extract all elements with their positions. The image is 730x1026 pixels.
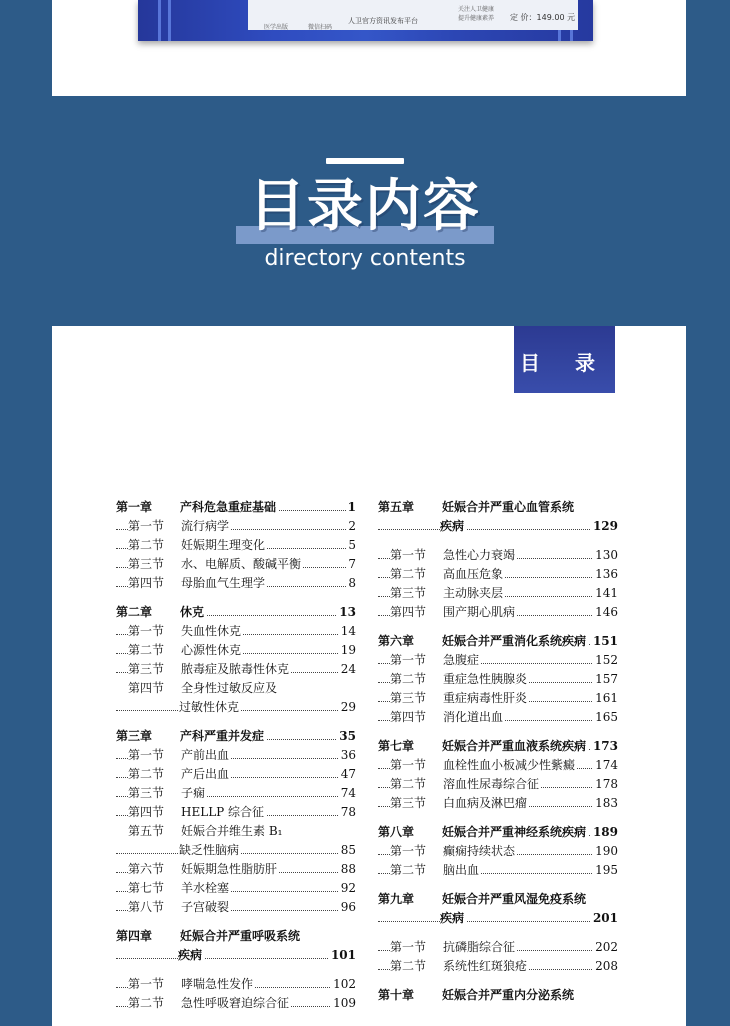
toc-entry-title: 疾病 <box>440 909 466 928</box>
toc-entry-number: 第一节 <box>390 756 443 775</box>
heading-decoration-bar <box>326 158 404 164</box>
toc-entry-title: 全身性过敏反应及 <box>181 679 279 698</box>
toc-section-entry <box>116 517 356 536</box>
toc-page-number: 152 <box>593 651 618 670</box>
toc-page-number: 35 <box>337 727 356 746</box>
toc-entry-title: 产科严重并发症 <box>180 727 266 746</box>
cover-small-text: 微信扫码 <box>308 24 333 31</box>
toc-chapter-entry <box>116 603 356 622</box>
toc-section-entry <box>116 803 356 822</box>
toc-section-entry <box>116 841 356 860</box>
toc-entry-title: 哮喘急性发作 <box>181 975 255 994</box>
toc-entry-number: 第一节 <box>390 842 443 861</box>
toc-section-entry <box>116 698 356 717</box>
toc-page-number: 78 <box>339 803 356 822</box>
toc-chapter-entry <box>378 890 618 909</box>
toc-entry-number: 第六章 <box>378 632 442 651</box>
cover-stripe <box>168 0 171 41</box>
toc-entry-number: 第七章 <box>378 737 442 756</box>
toc-page-number: 202 <box>593 938 618 957</box>
toc-page-number: 13 <box>337 603 356 622</box>
toc-entry-number: 第二节 <box>390 957 443 976</box>
toc-entry-number: 第二章 <box>116 603 180 622</box>
toc-entry-number: 第一节 <box>128 622 181 641</box>
toc-entry-number: 第二节 <box>128 536 181 555</box>
toc-entry-title: 疾病 <box>178 946 204 965</box>
toc-page-number: 141 <box>593 584 618 603</box>
toc-page-number: 165 <box>593 708 618 727</box>
toc-spacer <box>378 622 618 632</box>
toc-section-entry <box>378 584 618 603</box>
toc-page-number: 146 <box>593 603 618 622</box>
toc-chapter-entry <box>378 517 618 536</box>
section-subtitle: directory contents <box>264 246 466 271</box>
toc-entry-title: 血栓性血小板减少性紫癜 <box>443 756 577 775</box>
toc-page-number: 136 <box>593 565 618 584</box>
toc-entry-number: 第一节 <box>128 746 181 765</box>
toc-entry-number: 第二节 <box>390 565 443 584</box>
toc-entry-title: 产科危急重症基础 <box>180 498 278 517</box>
toc-leader-dots <box>378 921 618 922</box>
toc-entry-title: 缺乏性脑病 <box>179 841 241 860</box>
toc-entry-title: 妊娠合并严重消化系统疾病 <box>442 632 588 651</box>
toc-section-entry <box>378 861 618 880</box>
toc-entry-number: 第四节 <box>128 574 181 593</box>
toc-section-entry <box>116 879 356 898</box>
toc-section-entry <box>378 775 618 794</box>
toc-entry-title: 子宫破裂 <box>181 898 231 917</box>
toc-section-entry <box>116 898 356 917</box>
toc-entry-title: HELLP 综合征 <box>181 803 266 822</box>
toc-page-number: 189 <box>591 823 618 842</box>
toc-page-number: 2 <box>346 517 356 536</box>
toc-section-entry <box>378 546 618 565</box>
cover-right-line: 关注人卫健康 <box>458 6 495 13</box>
toc-badge: 目 录 <box>514 326 615 393</box>
toc-spacer <box>116 593 356 603</box>
toc-entry-number: 第三节 <box>390 794 443 813</box>
toc-entry-number: 第四节 <box>390 708 443 727</box>
toc-page-number: 161 <box>593 689 618 708</box>
toc-entry-title: 高血压危象 <box>443 565 505 584</box>
toc-entry-title: 妊娠合并严重血液系统疾病 <box>442 737 588 756</box>
toc-spacer <box>116 917 356 927</box>
toc-section-entry <box>378 957 618 976</box>
toc-entry-number: 第八章 <box>378 823 442 842</box>
toc-entry-title: 重症急性胰腺炎 <box>443 670 529 689</box>
toc-leader-dots <box>378 529 618 530</box>
book-cover-fragment <box>138 0 593 41</box>
toc-page-number: 36 <box>339 746 356 765</box>
toc-page-number: 19 <box>339 641 356 660</box>
toc-page-number: 24 <box>339 660 356 679</box>
toc-entry-number: 第九章 <box>378 890 442 909</box>
toc-section-entry <box>378 651 618 670</box>
toc-spacer <box>378 813 618 823</box>
toc-entry-title: 水、电解质、酸碱平衡 <box>181 555 303 574</box>
toc-entry-title: 流行病学 <box>181 517 231 536</box>
toc-entry-title: 妊娠合并严重心血管系统 <box>442 498 576 517</box>
toc-entry-number: 第二节 <box>390 861 443 880</box>
toc-page-number: 201 <box>591 909 618 928</box>
toc-entry-title: 妊娠期生理变化 <box>181 536 267 555</box>
toc-entry-title: 失血性休克 <box>181 622 243 641</box>
toc-entry-number: 第六节 <box>128 860 181 879</box>
toc-page-number: 88 <box>339 860 356 879</box>
cover-back-panel <box>248 0 578 30</box>
toc-spacer <box>116 717 356 727</box>
toc-section-entry <box>378 565 618 584</box>
toc-page-number: 29 <box>339 698 356 717</box>
toc-page-number: 130 <box>593 546 618 565</box>
toc-entry-number: 第四节 <box>128 803 181 822</box>
toc-chapter-entry <box>378 632 618 651</box>
toc-section-entry <box>378 794 618 813</box>
toc-entry-number: 第一节 <box>390 546 443 565</box>
toc-entry-title: 溶血性尿毒综合征 <box>443 775 541 794</box>
toc-page-number: 92 <box>339 879 356 898</box>
toc-entry-number: 第五章 <box>378 498 442 517</box>
toc-chapter-entry <box>378 823 618 842</box>
toc-entry-number: 第四章 <box>116 927 180 946</box>
toc-entry-title: 脑出血 <box>443 861 481 880</box>
toc-section-entry <box>116 994 356 1013</box>
toc-spacer <box>116 965 356 975</box>
toc-section-entry <box>116 746 356 765</box>
toc-entry-title: 消化道出血 <box>443 708 505 727</box>
toc-entry-title: 子痫 <box>181 784 207 803</box>
toc-entry-number: 第三节 <box>128 784 181 803</box>
toc-chapter-entry <box>378 909 618 928</box>
toc-section-entry <box>116 975 356 994</box>
cover-price: 定 价：149.00 元 <box>510 13 576 22</box>
toc-entry-number: 第四节 <box>390 603 443 622</box>
toc-chapter-entry <box>116 727 356 746</box>
toc-entry-title: 心源性休克 <box>181 641 243 660</box>
toc-chapter-entry <box>116 927 356 946</box>
cover-right-line: 提升健康素养 <box>458 15 495 22</box>
toc-entry-number: 第一节 <box>128 975 181 994</box>
toc-entry-number: 第十章 <box>378 986 442 1005</box>
toc-section-entry <box>378 756 618 775</box>
section-title: 目录内容 <box>249 174 481 239</box>
toc-spacer <box>378 976 618 986</box>
toc-page-number: 129 <box>591 517 618 536</box>
toc-page-number: 157 <box>593 670 618 689</box>
toc-page-number: 5 <box>346 536 356 555</box>
toc-entry-title: 妊娠合并严重神经系统疾病 <box>442 823 588 842</box>
toc-page-number: 96 <box>339 898 356 917</box>
toc-section-entry <box>378 708 618 727</box>
toc-page-number: 190 <box>593 842 618 861</box>
toc-entry-number: 第四节 <box>128 679 181 698</box>
toc-page-number: 8 <box>346 574 356 593</box>
toc-column-left <box>116 498 356 1013</box>
toc-section-entry <box>378 670 618 689</box>
toc-section-entry <box>116 555 356 574</box>
toc-page-number: 195 <box>593 861 618 880</box>
toc-page-number: 174 <box>593 756 618 775</box>
toc-entry-title: 妊娠合并严重风湿免疫系统 <box>442 890 588 909</box>
toc-section-entry <box>116 822 356 841</box>
toc-spacer <box>378 928 618 938</box>
toc-page-number: 109 <box>331 994 356 1013</box>
toc-page-number: 14 <box>339 622 356 641</box>
toc-spacer <box>378 880 618 890</box>
toc-page-number: 7 <box>346 555 356 574</box>
toc-spacer <box>378 727 618 737</box>
toc-entry-title: 抗磷脂综合征 <box>443 938 517 957</box>
toc-entry-number: 第五节 <box>128 822 181 841</box>
toc-entry-number: 第八节 <box>128 898 181 917</box>
toc-entry-number: 第二节 <box>128 641 181 660</box>
toc-entry-title: 妊娠合并维生素 B₁ <box>181 822 284 841</box>
toc-entry-title: 系统性红斑狼疮 <box>443 957 529 976</box>
toc-column-right <box>378 498 618 1005</box>
toc-entry-title: 围产期心肌病 <box>443 603 517 622</box>
toc-entry-title: 产前出血 <box>181 746 231 765</box>
cover-small-text: 医学出版 <box>264 24 289 31</box>
toc-entry-title: 过敏性休克 <box>179 698 241 717</box>
toc-entry-title: 重症病毒性肝炎 <box>443 689 529 708</box>
toc-entry-number: 第一节 <box>390 938 443 957</box>
toc-page-number: 178 <box>593 775 618 794</box>
toc-section-entry <box>116 765 356 784</box>
toc-entry-title: 主动脉夹层 <box>443 584 505 603</box>
toc-page-number: 208 <box>593 957 618 976</box>
toc-entry-number: 第二节 <box>128 994 181 1013</box>
toc-page-number: 85 <box>339 841 356 860</box>
toc-entry-number: 第一节 <box>128 517 181 536</box>
toc-entry-title: 脓毒症及脓毒性休克 <box>181 660 291 679</box>
toc-page-number: 102 <box>331 975 356 994</box>
toc-page-number: 1 <box>346 498 356 517</box>
toc-page-number: 173 <box>591 737 618 756</box>
toc-entry-title: 妊娠合并严重内分泌系统 <box>442 986 576 1005</box>
toc-entry-title: 癫痫持续状态 <box>443 842 517 861</box>
toc-section-entry <box>378 938 618 957</box>
toc-section-entry <box>116 784 356 803</box>
toc-entry-number: 第三节 <box>390 689 443 708</box>
toc-page <box>52 326 686 1026</box>
toc-chapter-entry <box>116 946 356 965</box>
toc-section-entry <box>116 622 356 641</box>
toc-chapter-entry <box>378 498 618 517</box>
toc-section-entry <box>378 603 618 622</box>
toc-page-number: 74 <box>339 784 356 803</box>
toc-entry-number: 第三章 <box>116 727 180 746</box>
toc-section-entry <box>116 574 356 593</box>
toc-entry-number: 第二节 <box>390 670 443 689</box>
toc-spacer <box>378 536 618 546</box>
toc-entry-number: 第二节 <box>128 765 181 784</box>
toc-entry-title: 急性心力衰竭 <box>443 546 517 565</box>
toc-entry-number: 第二节 <box>390 775 443 794</box>
toc-section-entry <box>116 641 356 660</box>
toc-entry-title: 白血病及淋巴瘤 <box>443 794 529 813</box>
toc-entry-number: 第三节 <box>128 555 181 574</box>
toc-page-number: 183 <box>593 794 618 813</box>
toc-entry-number: 第三节 <box>390 584 443 603</box>
toc-chapter-entry <box>378 986 618 1005</box>
toc-section-entry <box>116 860 356 879</box>
toc-section-entry <box>116 660 356 679</box>
toc-entry-title: 妊娠期急性脂肪肝 <box>181 860 279 879</box>
cover-center-text: 人卫官方资讯发布平台 <box>348 17 418 25</box>
toc-section-entry <box>378 689 618 708</box>
toc-entry-number: 第七节 <box>128 879 181 898</box>
toc-chapter-entry <box>378 737 618 756</box>
toc-entry-title: 疾病 <box>440 517 466 536</box>
toc-page-number: 151 <box>591 632 618 651</box>
toc-entry-title: 妊娠合并严重呼吸系统 <box>180 927 302 946</box>
toc-entry-title: 产后出血 <box>181 765 231 784</box>
toc-entry-number: 第三节 <box>128 660 181 679</box>
toc-entry-title: 休克 <box>180 603 206 622</box>
toc-section-entry <box>116 536 356 555</box>
toc-entry-number: 第一章 <box>116 498 180 517</box>
toc-section-entry <box>116 679 356 698</box>
cover-stripe <box>158 0 161 41</box>
toc-entry-title: 羊水栓塞 <box>181 879 231 898</box>
product-image-card <box>52 0 686 96</box>
toc-chapter-entry <box>116 498 356 517</box>
toc-page-number: 101 <box>329 946 356 965</box>
toc-entry-title: 急性呼吸窘迫综合征 <box>181 994 291 1013</box>
toc-leader-dots <box>116 958 356 959</box>
toc-section-entry <box>378 842 618 861</box>
toc-entry-title: 母胎血气生理学 <box>181 574 267 593</box>
toc-entry-title: 急腹症 <box>443 651 481 670</box>
toc-page-number: 47 <box>339 765 356 784</box>
toc-entry-number: 第一节 <box>390 651 443 670</box>
